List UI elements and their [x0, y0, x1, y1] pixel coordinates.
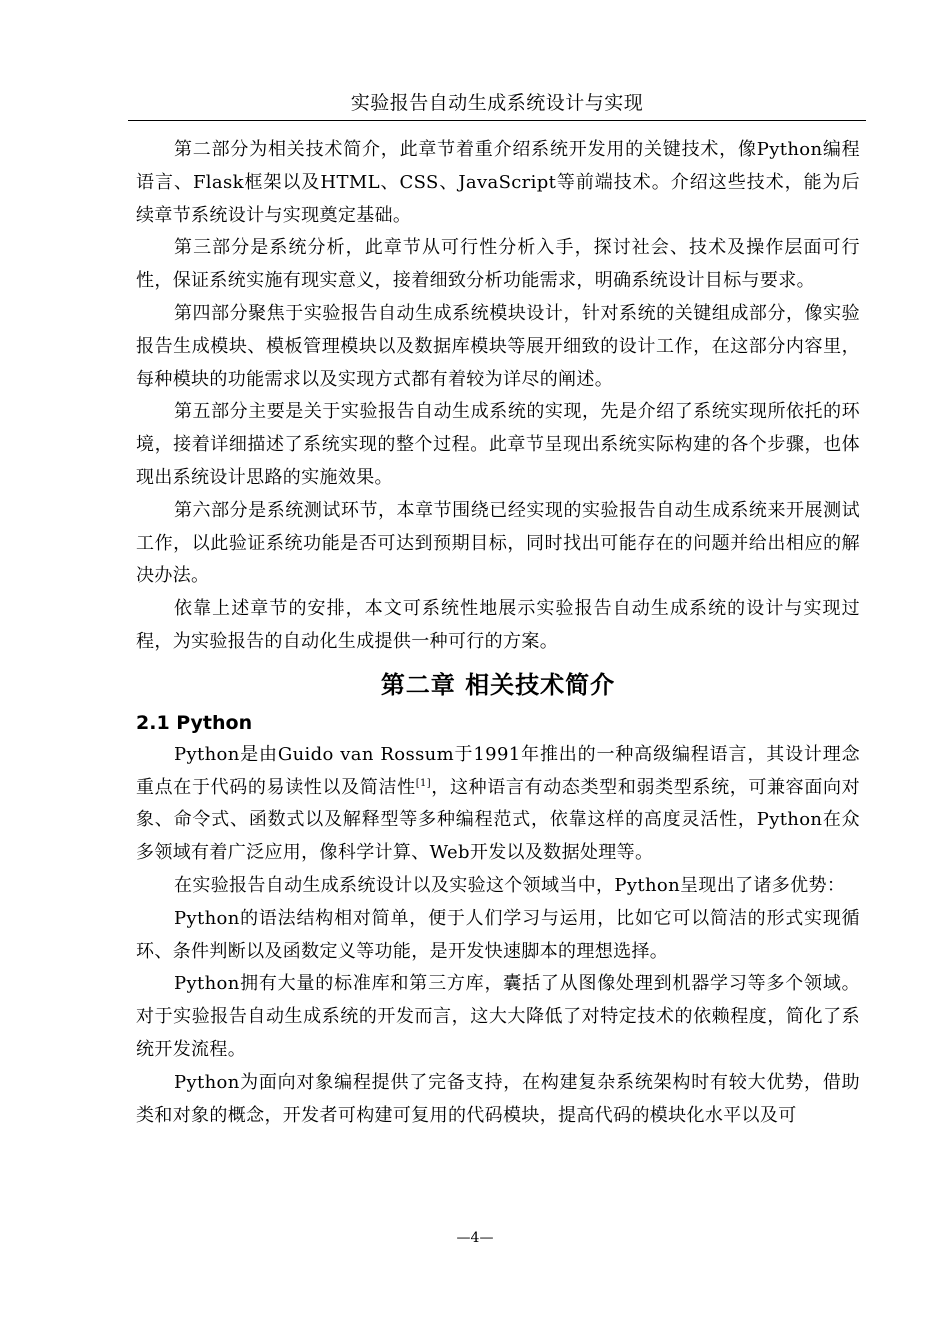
page-body: [136, 134, 860, 1132]
paragraph-python-libraries: Python拥有大量的标准库和第三方库，囊括了从图像处理到机器学习等多个领域。对于实验报告自动生成系统的开发而言，这大大降低了对特定技术的依赖程度，简化了系统开发流程。: [136, 973, 860, 1060]
section-title: 2.1 Python: [136, 711, 253, 734]
paragraph-part-three: 第三部分是系统分析，此章节从可行性分析入手，探讨社会、技术及操作层面可行性，保证系统实施有现实意义，接着细致分析功能需求，明确系统设计目标与要求。: [136, 237, 860, 292]
page-number: —4—: [456, 1230, 494, 1246]
running-header: 实验报告自动生成系统设计与实现: [350, 92, 644, 114]
paragraph-part-four: 第四部分聚焦于实验报告自动生成系统模块设计，针对系统的关键组成部分，像实验报告生成模块、模板管理模块以及数据库模块等展开细致的设计工作，在这部分内容里，每种模块的功能需求以及实现方式都有着较为详尽的阐述。: [136, 302, 860, 390]
paragraph-part-six: 第六部分是系统测试环节，本章节围绕已经实现的实验报告自动生成系统来开展测试工作，以此验证系统功能是否可达到预期目标，同时找出可能存在的问题并给出相应的解决办法。: [136, 499, 860, 587]
python-intro-continued: ，这种语言有动态类型和弱类型系统，可兼容面向对象、命令式、函数式以及解释型等多种编程范式，依靠这样的高度灵活性，Python在众多领域有着广泛应用，像科学计算、Web开发以及数据处理等。: [136, 776, 860, 864]
chapter-title: 第二章 相关技术简介: [380, 670, 616, 699]
header-rule: [128, 120, 866, 121]
paragraph-summary: 依靠上述章节的安排，本文可系统性地展示实验报告自动生成系统的设计与实现过程，为实验报告的自动化生成提供一种可行的方案。: [136, 598, 860, 652]
python-intro-text: Python是由Guido van Rossum于1991年推出的一种高级编程语言，其设计理念重点在于代码的易读性以及简洁性: [136, 743, 860, 798]
paragraph-python-syntax: Python的语法结构相对简单，便于人们学习与运用，比如它可以简洁的形式实现循环、条件判断以及函数定义等功能，是开发快速脚本的理想选择。: [136, 907, 860, 962]
paragraph-part-five: 第五部分主要是关于实验报告自动生成系统的实现，先是介绍了系统实现所依托的环境，接着详细描述了系统实现的整个过程。此章节呈现出系统实际构建的各个步骤，也体现出系统设计思路的实施效果。: [136, 401, 860, 488]
paragraph-part-two: 第二部分为相关技术简介，此章节着重介绍系统开发用的关键技术，像Python编程语言、Flask框架以及HTML、CSS、JavaScript等前端技术。介绍这些技术，能为后续章节系统设计与实现奠定基础。: [136, 139, 860, 226]
paragraph-python-oop: Python为面向对象编程提供了完备支持，在构建复杂系统架构时有较大优势，借助类和对象的概念，开发者可构建可复用的代码模块，提高代码的模块化水平以及可: [136, 1071, 860, 1126]
paragraph-python-intro: [136, 739, 860, 870]
citation-marker: [1]: [415, 777, 431, 789]
paragraph-python-advantages: 在实验报告自动生成系统设计以及实验这个领域当中，Python呈现出了诸多优势：: [174, 874, 846, 896]
